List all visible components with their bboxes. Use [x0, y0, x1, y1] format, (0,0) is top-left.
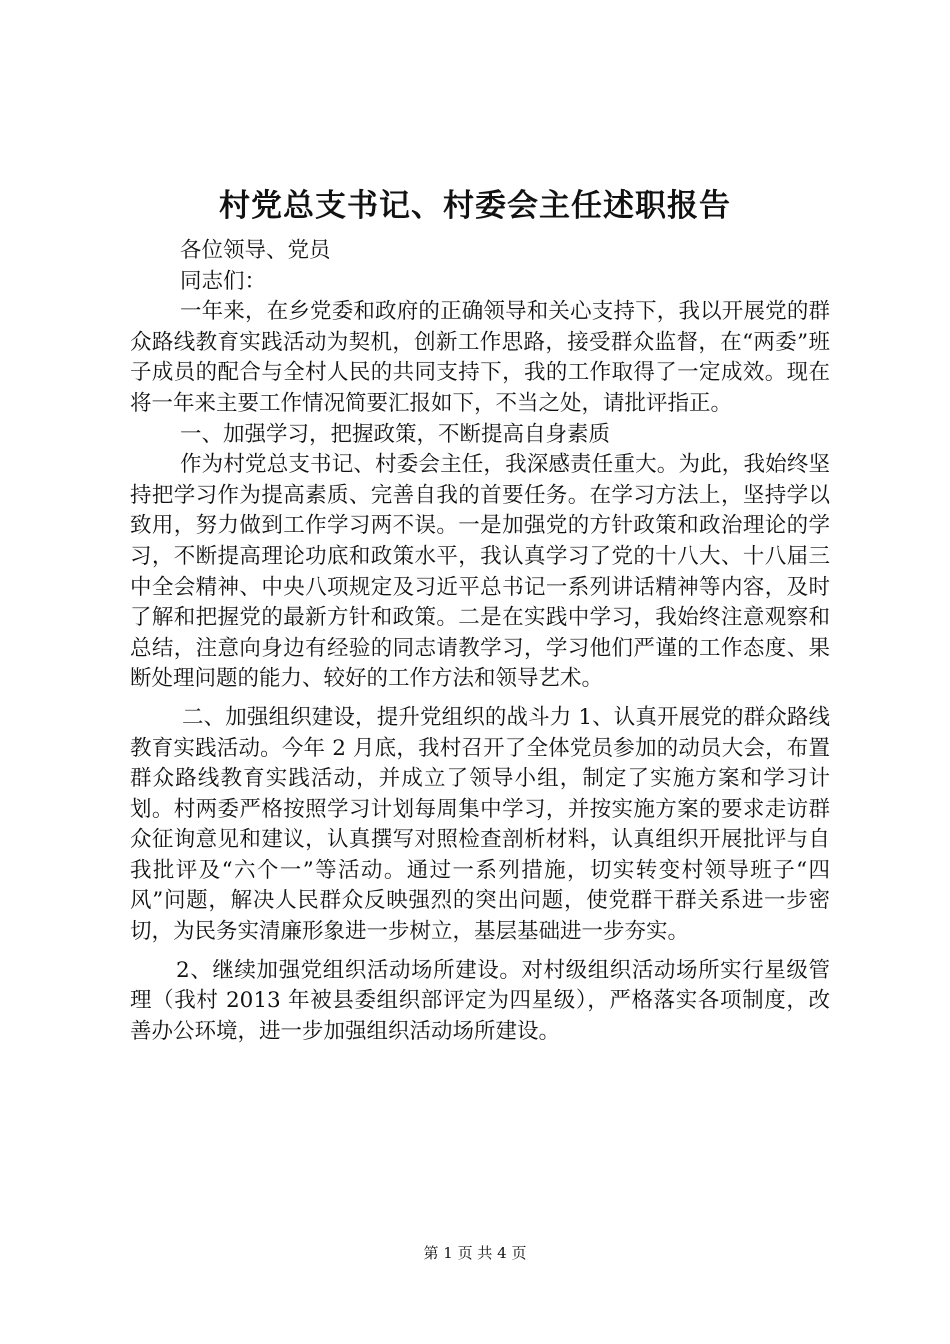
section-3-paragraph: 2、继续加强党组织活动场所建设。对村级组织活动场所实行星级管理（我村 2013 年被县委组织部评定为四星级），严格落实各项制度，改善办公环境，进一步加强组织活动场所建设。: [130, 957, 830, 1044]
document-body: [130, 236, 830, 1047]
salutation-line-2: 同志们：: [180, 268, 267, 294]
document-title: 村党总支书记、村委会主任述职报告: [219, 188, 731, 224]
salutation-line-1: 各位领导、党员: [180, 238, 331, 263]
page-number-footer: 第 1 页 共 4 页: [423, 1244, 527, 1262]
intro-paragraph: 一年来，在乡党委和政府的正确领导和关心支持下，我以开展党的群众路线教育实践活动为契机，创新工作思路，接受群众监督，在“两委”班子成员的配合与全村人民的共同支持下，我的工作取得了一定成效。现在将一年来主要工作情况简要汇报如下，不当之处，请批评指正。: [130, 299, 830, 416]
section-2-paragraph: 二、加强组织建设，提升党组织的战斗力 1、认真开展党的群众路线教育实践活动。今年 2 月底，我村召开了全体党员参加的动员大会，布置群众路线教育实践活动，并成立了领导小组，制定了实施方案和学习计划。村两委严格按照学习计划每周集中学习，并按实施方案的要求走访群众征询意见和建议，认真撰写对照检查剖析材料，认真组织开展批评与自我批评及“六个一”等活动。通过一系列措施，切实转变村领导班子“四风”问题，解决人民群众反映强烈的突出问题，使党群干群关系进一步密切，为民务实清廉形象进一步树立，基层基础进一步夯实。: [130, 704, 830, 945]
section-1-paragraph: 作为村党总支书记、村委会主任，我深感责任重大。为此，我始终坚持把学习作为提高素质、完善自我的首要任务。在学习方法上，坚持学以致用，努力做到工作学习两不误。一是加强党的方针政策和政治理论的学习，不断提高理论功底和政策水平，我认真学习了党的十八大、十八届三中全会精神、中央八项规定及习近平总书记一系列讲话精神等内容，及时了解和把握党的最新方针和政策。二是在实践中学习，我始终注意观察和总结，注意向身边有经验的同志请教学习，学习他们严谨的工作态度、果断处理问题的能力、较好的工作方法和领导艺术。: [130, 452, 830, 692]
section-heading-1: 一、加强学习，把握政策，不断提高自身素质: [180, 421, 611, 447]
